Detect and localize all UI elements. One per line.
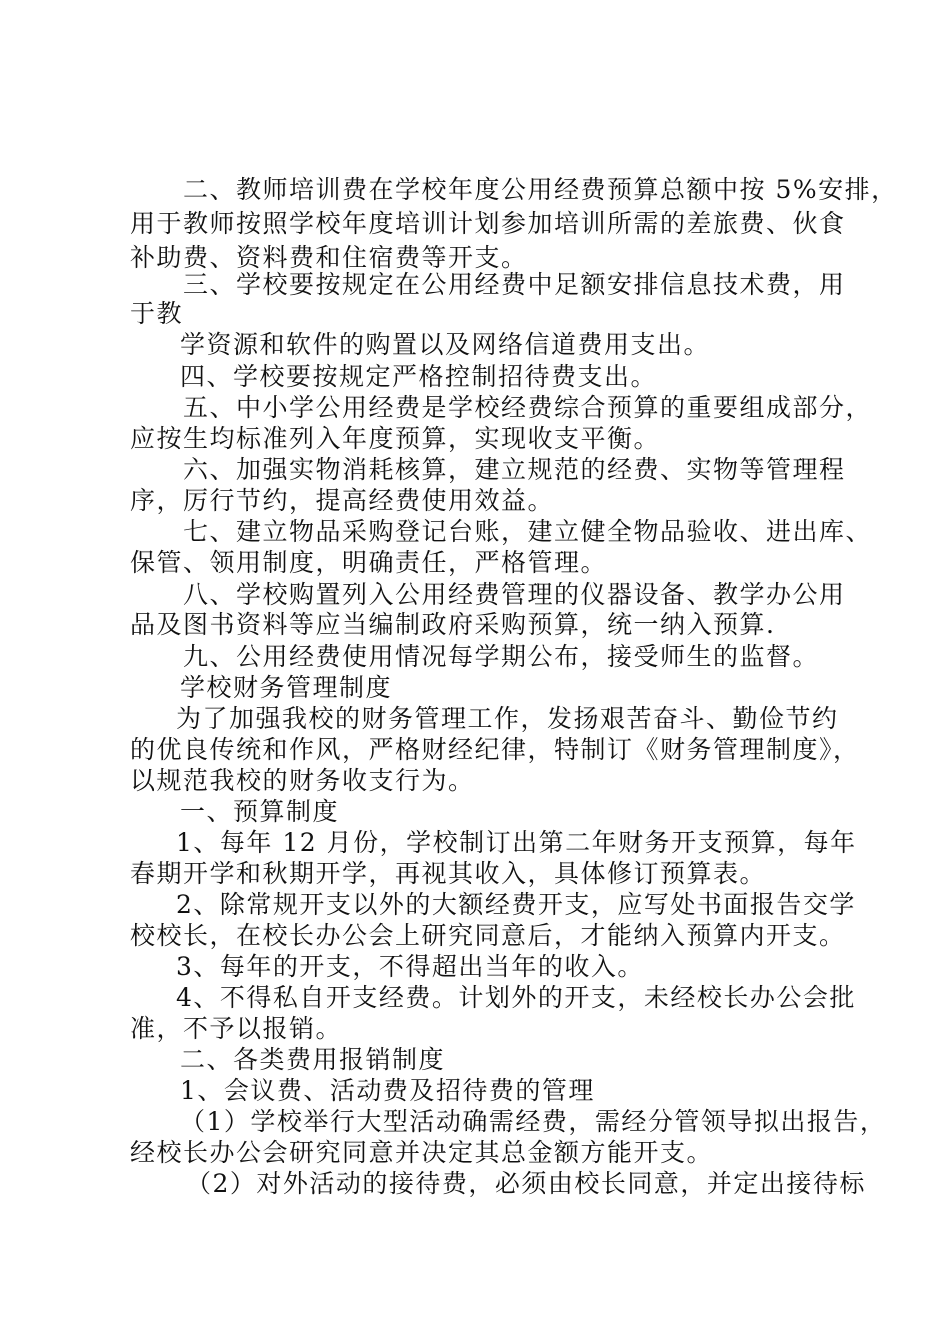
paragraph-line: 八、学校购置列入公用经费管理的仪器设备、教学办公用 [183, 580, 846, 609]
paragraph-line: 4、不得私自开支经费。计划外的开支，未经校长办公会批 [176, 983, 856, 1012]
paragraph-line: 九、公用经费使用情况每学期公布，接受师生的监督。 [183, 642, 820, 671]
paragraph-line: （1）学校举行大型活动确需经费，需经分管领导拟出报告， [180, 1107, 887, 1136]
paragraph-line: 六、加强实物消耗核算，建立规范的经费、实物等管理程 [183, 455, 846, 484]
paragraph-line: （2）对外活动的接待费，必须由校长同意，并定出接待标 [186, 1169, 866, 1198]
paragraph-line: 为了加强我校的财务管理工作，发扬艰苦奋斗、勤俭节约 [176, 704, 839, 733]
paragraph-line: 1、每年 12 月份，学校制订出第二年财务开支预算，每年 [176, 828, 857, 857]
section-subheading: 1、会议费、活动费及招待费的管理 [180, 1076, 595, 1105]
paragraph-line: 七、建立物品采购登记台账，建立健全物品验收、进出库、 [183, 517, 873, 546]
paragraph-line: 五、中小学公用经费是学校经费综合预算的重要组成部分， [183, 393, 873, 422]
paragraph-line: 应按生均标准列入年度预算，实现收支平衡。 [130, 424, 661, 453]
section-heading: 学校财务管理制度 [180, 673, 393, 702]
paragraph-line: 保管、领用制度，明确责任，严格管理。 [130, 548, 608, 577]
paragraph-line: 品及图书资料等应当编制政府采购预算，统一纳入预算. [130, 610, 776, 639]
paragraph-line: 补助费、资料费和住宿费等开支。 [130, 243, 528, 272]
paragraph-line: 序，厉行节约，提高经费使用效益。 [130, 486, 555, 515]
paragraph-line: 四、学校要按规定严格控制招待费支出。 [180, 362, 658, 391]
paragraph-line: 于教 [130, 299, 184, 328]
paragraph-line: 2、除常规开支以外的大额经费开支，应写处书面报告交学 [176, 890, 856, 919]
paragraph-line: 的优良传统和作风，严格财经纪律，特制订《财务管理制度》， [130, 735, 860, 764]
paragraph-line: 用于教师按照学校年度培训计划参加培训所需的差旅费、伙食 [130, 209, 846, 238]
paragraph-line: 3、每年的开支，不得超出当年的收入。 [176, 952, 644, 981]
paragraph-line: 二、教师培训费在学校年度公用经费预算总额中按 5%安排， [183, 175, 898, 204]
paragraph-line: 校校长，在校长办公会上研究同意后，才能纳入预算内开支。 [130, 921, 846, 950]
paragraph-line: 经校长办公会研究同意并决定其总金额方能开支。 [130, 1138, 714, 1167]
paragraph-line: 准，不予以报销。 [130, 1014, 343, 1043]
section-heading: 二、各类费用报销制度 [180, 1045, 446, 1074]
section-heading: 一、预算制度 [180, 797, 340, 826]
paragraph-line: 以规范我校的财务收支行为。 [130, 766, 475, 795]
paragraph-line: 三、学校要按规定在公用经费中足额安排信息技术费，用 [183, 270, 846, 299]
paragraph-line: 春期开学和秋期开学，再视其收入，具体修订预算表。 [130, 859, 767, 888]
paragraph-line: 学资源和软件的购置以及网络信道费用支出。 [180, 330, 711, 359]
